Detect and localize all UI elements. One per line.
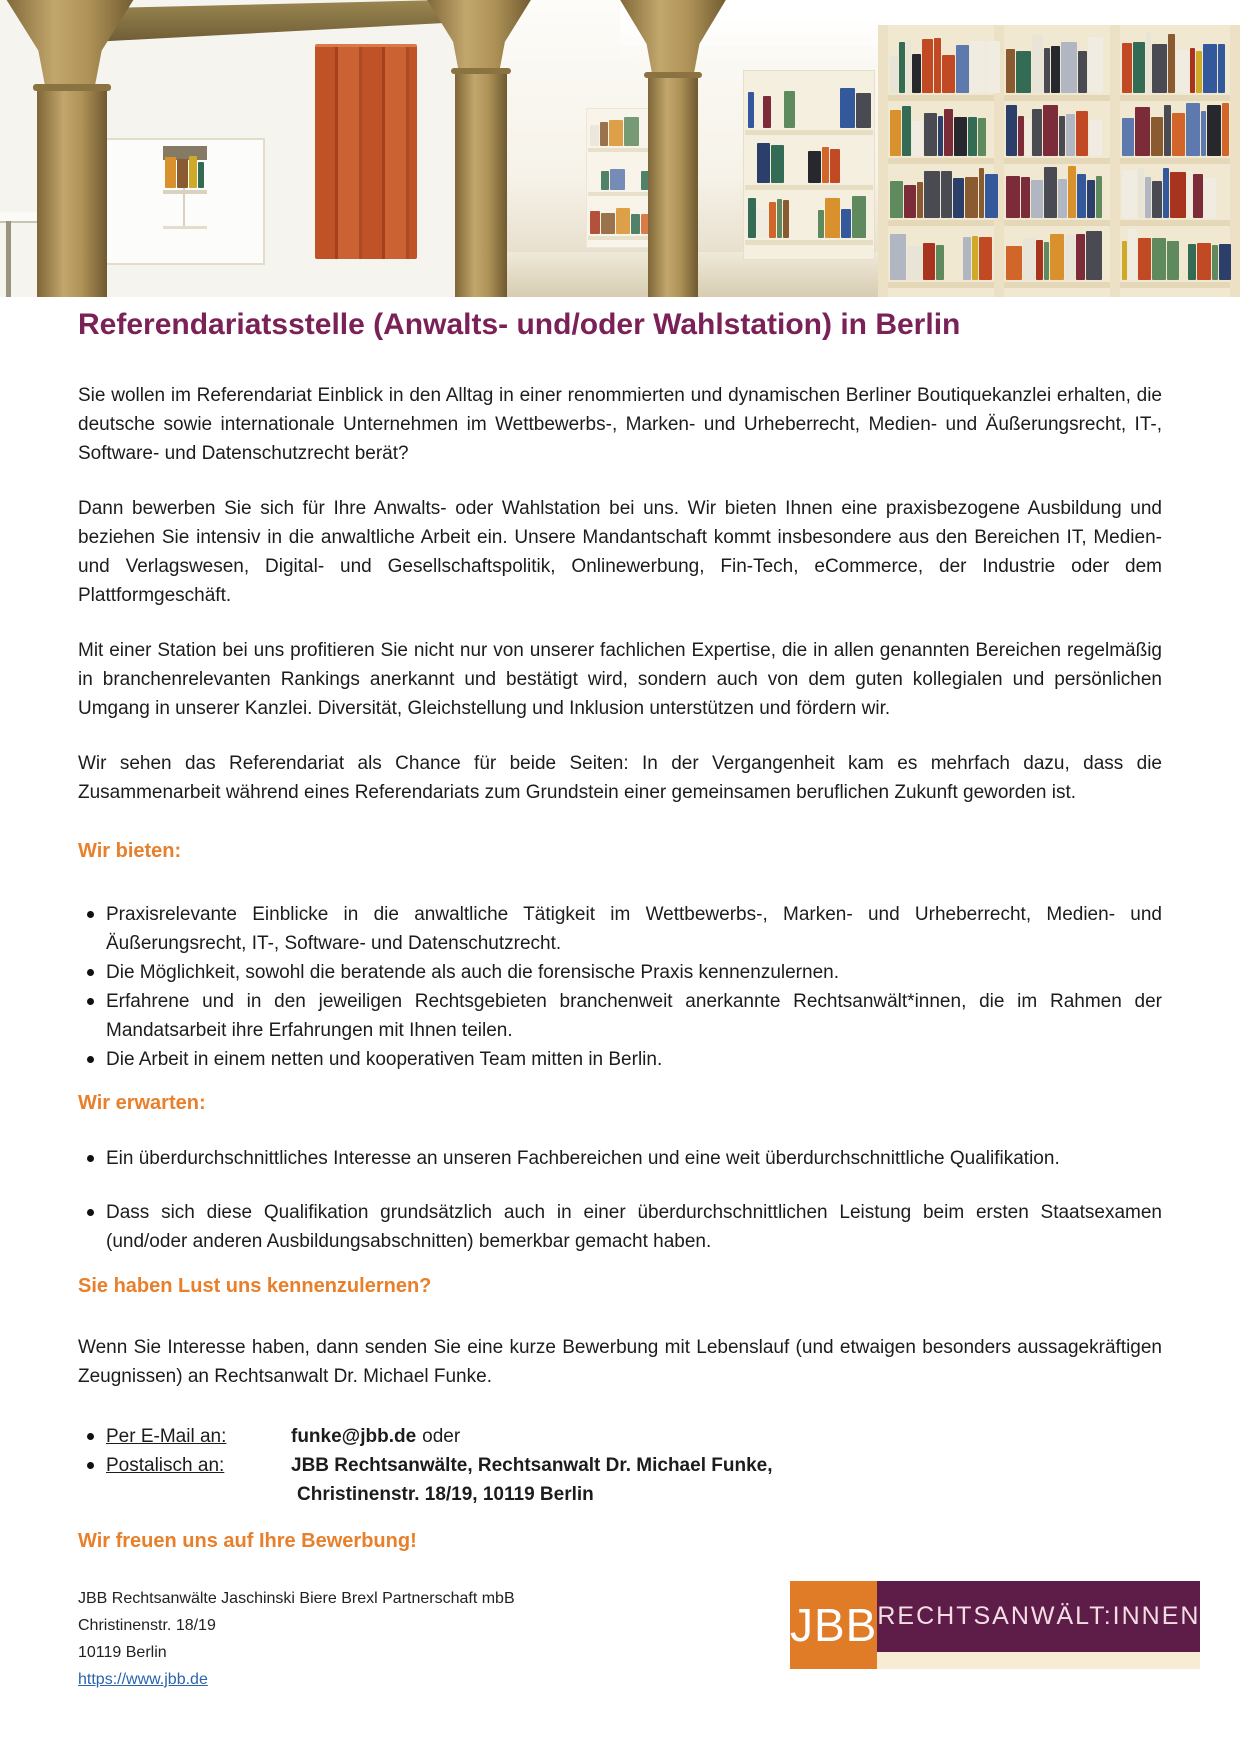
book-spine bbox=[1122, 43, 1132, 93]
shelf-upright bbox=[878, 25, 888, 297]
book-spine bbox=[1006, 176, 1020, 218]
book-spine bbox=[1152, 238, 1166, 280]
book-spine bbox=[1168, 34, 1175, 93]
intro-paragraph-3: Mit einer Station bei uns profitieren Sie nicht nur von unserer fachlichen Expertise, die in allen genannten Bereichen regelmäßig in branchenrelevanten Rankings anerkannt und bestätigt wird, sondern auch von dem guten kollegialen und persönlichen Umgang in unserer Kanzlei. Diversität, Gleichstellung und Inklusion unterstützen und fördern wir. bbox=[78, 640, 1162, 719]
book-spine bbox=[822, 147, 829, 183]
book-spine bbox=[1089, 120, 1102, 156]
book-spine bbox=[1218, 44, 1225, 93]
book-spine bbox=[769, 202, 776, 238]
column-shaft bbox=[648, 74, 698, 297]
shelf-board bbox=[588, 148, 656, 152]
book-spine bbox=[1018, 116, 1024, 156]
shelf-board bbox=[745, 130, 873, 135]
book-spine bbox=[840, 88, 855, 128]
book-spine bbox=[941, 171, 952, 218]
firm-address bbox=[78, 1585, 515, 1693]
list-item: Die Arbeit in einem netten und kooperativen Team mitten in Berlin. bbox=[78, 1045, 1162, 1074]
book-spine bbox=[771, 145, 784, 183]
book-spine bbox=[1203, 44, 1217, 93]
book-spine bbox=[912, 54, 921, 93]
book-spine bbox=[1066, 114, 1075, 156]
book-spine bbox=[1196, 51, 1202, 93]
book-spine bbox=[624, 117, 639, 146]
book-spine bbox=[972, 236, 978, 280]
book-spine bbox=[906, 40, 911, 93]
book-spine bbox=[944, 109, 953, 156]
book-spine bbox=[841, 209, 851, 238]
book-spine bbox=[601, 171, 609, 190]
book-spine bbox=[1219, 244, 1231, 280]
cabinet-shelf bbox=[163, 226, 207, 229]
book-spine bbox=[818, 210, 824, 238]
book-spine bbox=[757, 143, 770, 183]
shelf-upright bbox=[1110, 25, 1120, 297]
book-spine bbox=[1193, 174, 1203, 218]
apply-paragraph: Wenn Sie Interesse haben, dann senden Sie eine kurze Bewerbung mit Lebenslauf (und etwaigen besonders aussagekräftigen Zeugnissen) an Rechtsanwalt Dr. Michael Funke. bbox=[78, 1337, 1162, 1387]
book-spine bbox=[1050, 234, 1064, 280]
book-spine bbox=[748, 92, 754, 128]
book-spine bbox=[1135, 107, 1150, 156]
website-link[interactable]: https://www.jbb.de bbox=[78, 1671, 208, 1688]
jbb-logo-strip bbox=[877, 1652, 1200, 1669]
book-spine bbox=[1190, 48, 1195, 93]
book-spine bbox=[890, 234, 906, 280]
book-spine bbox=[600, 122, 608, 146]
book-spine bbox=[1138, 238, 1151, 280]
shelf-board bbox=[880, 158, 1240, 164]
contact-email-row bbox=[78, 1422, 1162, 1451]
shelf-upright bbox=[1230, 25, 1240, 297]
book-spine bbox=[1152, 181, 1162, 218]
book-spine bbox=[825, 198, 840, 238]
book-spine bbox=[963, 237, 971, 280]
shelf-board bbox=[588, 236, 656, 240]
jbb-logo bbox=[790, 1581, 1201, 1669]
header-photo bbox=[0, 0, 1240, 297]
book-spine bbox=[890, 181, 903, 218]
book-spine bbox=[1170, 172, 1186, 218]
book-spine bbox=[1197, 243, 1211, 280]
book-spine bbox=[763, 96, 771, 128]
book-spine bbox=[1087, 180, 1095, 218]
book-spine bbox=[1044, 48, 1050, 93]
column-ring bbox=[33, 84, 111, 91]
firm-name: JBB Rechtsanwälte Jaschinski Biere Brexl Partnerschaft mbB bbox=[78, 1590, 515, 1607]
orange-lockers bbox=[315, 44, 417, 259]
page-title: Referendariatsstelle (Anwalts- und/oder Wahlstation) in Berlin bbox=[78, 308, 961, 341]
book-spine bbox=[177, 159, 188, 188]
book-spine bbox=[1122, 241, 1127, 280]
book-spine bbox=[890, 56, 898, 93]
section-heading-expect: Wir erwarten: bbox=[78, 1092, 206, 1114]
book-spine bbox=[616, 208, 630, 234]
book-spine bbox=[1044, 242, 1049, 280]
book-spine bbox=[924, 113, 937, 156]
book-spine bbox=[1138, 168, 1144, 218]
column-shaft bbox=[455, 70, 507, 297]
list-item: Praxisrelevante Einblicke in die anwaltliche Tätigkeit im Wettbewerbs-, Marken- und Urheberrecht, Medien- und Äußerungsrecht, IT-, Software- und Datenschutzrecht. bbox=[78, 900, 1162, 958]
book-spine bbox=[936, 245, 944, 280]
book-spine bbox=[1078, 51, 1087, 93]
book-spine bbox=[1025, 119, 1031, 156]
book-spine bbox=[198, 162, 204, 188]
firm-street: Christinenstr. 18/19 bbox=[78, 1617, 216, 1634]
intro-paragraph-1: Sie wollen im Referendariat Einblick in den Alltag in einer renommierten und dynamischen Berliner Boutiquekanzlei erhalten, die deutsche sowie internationale Unternehmen im Wettbewerbs-, Marken- und Urheberrecht, Medien- und Äußerungsrecht, IT-, Software- und Datenschutzrecht berät? bbox=[78, 385, 1162, 464]
section-heading-offer: Wir bieten: bbox=[78, 840, 182, 862]
book-spine bbox=[856, 93, 871, 128]
book-spine bbox=[1152, 44, 1167, 93]
book-spine bbox=[904, 185, 916, 218]
book-spine bbox=[1145, 177, 1151, 218]
document-body bbox=[0, 305, 1240, 1693]
closing-line: Wir freuen uns auf Ihre Bewerbung! bbox=[78, 1530, 417, 1552]
book-spine bbox=[1122, 170, 1137, 218]
book-spine bbox=[1163, 168, 1169, 218]
shelf-board bbox=[880, 282, 1240, 288]
jbb-logo-wordmark: RECHTSANWÄLT:INNEN bbox=[877, 1581, 1200, 1652]
jbb-logo-right bbox=[877, 1581, 1200, 1669]
email-address: funke@jbb.de bbox=[291, 1426, 417, 1447]
book-spine bbox=[1222, 103, 1229, 156]
book-spine bbox=[748, 198, 756, 238]
book-spine bbox=[1032, 109, 1042, 156]
book-spine bbox=[1051, 46, 1060, 93]
postal-label: Postalisch an: bbox=[106, 1455, 225, 1476]
book-spine bbox=[922, 39, 933, 93]
book-spine bbox=[954, 117, 967, 156]
list-item: Erfahrene und in den jeweiligen Rechtsgebieten branchenweit anerkannte Rechtsanwält*innen, die im Rahmen der Mandatsarbeit ihre Erfahrungen mit Ihnen teilen. bbox=[78, 987, 1162, 1045]
book-spine bbox=[924, 171, 940, 218]
book-spine bbox=[590, 125, 599, 146]
book-spine bbox=[610, 169, 625, 190]
firm-city: 10119 Berlin bbox=[78, 1644, 167, 1661]
offer-list bbox=[78, 900, 1162, 1074]
book-spine bbox=[1006, 246, 1022, 280]
book-spine bbox=[1021, 177, 1030, 218]
book-spine bbox=[965, 177, 978, 218]
list-item: Die Möglichkeit, sowohl die beratende als auch die forensische Praxis kennenzulernen. bbox=[78, 958, 1162, 987]
cabinet-shelf bbox=[163, 190, 207, 194]
list-item: Ein überdurchschnittliches Interesse an unseren Fachbereichen und eine weit überdurchschnittliche Qualifikation. bbox=[78, 1144, 1162, 1173]
book-spine bbox=[985, 174, 998, 218]
intro-paragraph-4: Wir sehen das Referendariat als Chance für beide Seiten: In der Vergangenheit kam es mehrfach dazu, dass die Zusammenarbeit während eines Referendariats zum Grundstein einer gemeinsamen beruflichen Zukunft geworden ist. bbox=[78, 753, 1162, 803]
book-spine bbox=[757, 209, 768, 238]
book-spine bbox=[1036, 240, 1043, 280]
book-spine bbox=[938, 116, 943, 156]
shelf-board bbox=[745, 240, 873, 245]
postal-address-line2: Christinenstr. 18/19, 10119 Berlin bbox=[297, 1484, 594, 1505]
book-spine bbox=[890, 110, 901, 156]
book-spine bbox=[1077, 174, 1086, 218]
shelf-board bbox=[880, 220, 1240, 226]
book-spine bbox=[1096, 176, 1102, 218]
book-spine bbox=[1172, 113, 1185, 156]
book-spine bbox=[1128, 229, 1137, 280]
book-spine bbox=[942, 55, 955, 93]
book-spine bbox=[1059, 116, 1065, 156]
book-spine bbox=[1146, 32, 1151, 93]
book-spine bbox=[1133, 42, 1145, 93]
shelf-board bbox=[588, 192, 656, 196]
book-spine bbox=[852, 196, 866, 238]
book-spine bbox=[1023, 238, 1035, 280]
book-spine bbox=[970, 41, 985, 93]
book-spine bbox=[953, 178, 964, 218]
book-spine bbox=[979, 237, 992, 280]
book-spine bbox=[1188, 244, 1196, 280]
book-spine bbox=[1061, 42, 1077, 93]
book-spine bbox=[1176, 50, 1189, 93]
book-spine bbox=[1006, 105, 1017, 156]
book-spine bbox=[923, 243, 935, 280]
book-spine bbox=[1076, 234, 1085, 280]
book-spine bbox=[1167, 241, 1179, 280]
book-spine bbox=[1207, 105, 1221, 156]
book-spine bbox=[1058, 179, 1067, 218]
jbb-logo-monogram: JBB bbox=[790, 1581, 877, 1669]
column-shaft bbox=[37, 86, 107, 297]
page-footer bbox=[78, 1585, 1201, 1693]
book-spine bbox=[968, 117, 977, 156]
book-spine bbox=[986, 41, 1000, 93]
section-heading-meet: Sie haben Lust uns kennenzulernen? bbox=[78, 1275, 432, 1297]
book-spine bbox=[907, 246, 922, 280]
book-spine bbox=[1068, 166, 1076, 218]
book-spine bbox=[917, 182, 923, 218]
book-spine bbox=[808, 151, 821, 183]
book-spine bbox=[189, 156, 197, 188]
book-spine bbox=[1187, 171, 1192, 218]
book-spine bbox=[609, 120, 623, 146]
book-spine bbox=[1065, 235, 1075, 280]
shelf-board bbox=[745, 185, 873, 190]
book-spine bbox=[777, 199, 782, 238]
book-spine bbox=[1204, 178, 1216, 218]
book-spine bbox=[956, 45, 969, 93]
book-spine bbox=[784, 91, 795, 128]
book-spine bbox=[1201, 111, 1206, 156]
shelf-board bbox=[880, 95, 1240, 101]
book-spine bbox=[1186, 103, 1200, 156]
book-spine bbox=[1212, 245, 1218, 280]
postal-address-line1: JBB Rechtsanwälte, Rechtsanwalt Dr. Michael Funke, bbox=[291, 1455, 773, 1476]
column-ring bbox=[451, 68, 511, 74]
book-spine bbox=[1151, 117, 1163, 156]
book-spine bbox=[830, 149, 840, 183]
book-spine bbox=[631, 214, 640, 234]
book-spine bbox=[979, 168, 984, 218]
list-item: Dass sich diese Qualifikation grundsätzlich auch in einer überdurchschnittlichen Leistung beim ersten Staatsexamen (und/oder anderen Ausbildungsabschnitten) bemerkbar gemacht haben. bbox=[78, 1198, 1162, 1256]
book-spine bbox=[912, 121, 923, 156]
book-spine bbox=[165, 157, 176, 188]
intro-paragraph-2: Dann bewerben Sie sich für Ihre Anwalts- oder Wahlstation bei uns. Wir bieten Ihnen eine praxisbezogene Ausbildung und beziehen Sie intensiv in die anwaltliche Arbeit ein. Unsere Mandantschaft kommt insbesondere aus den Bereichen IT, Medien- und Verlagswesen, Digital- und Gesellschaftspolitik, Onlinewerbung, Fin-Tech, eCommerce, der Industrie oder dem Plattformgeschäft. bbox=[78, 498, 1162, 606]
contact-postal-row bbox=[78, 1451, 1162, 1509]
table-leg bbox=[6, 221, 11, 297]
column-ring bbox=[644, 72, 702, 78]
book-spine bbox=[1164, 105, 1171, 156]
book-spine bbox=[1031, 180, 1043, 218]
book-spine bbox=[1122, 118, 1134, 156]
book-spine bbox=[1086, 231, 1102, 280]
expect-list bbox=[78, 1144, 1162, 1256]
book-spine bbox=[1076, 111, 1088, 156]
email-suffix: oder bbox=[422, 1426, 461, 1447]
book-spine bbox=[1032, 35, 1043, 93]
email-label: Per E-Mail an: bbox=[106, 1426, 227, 1447]
book-spine bbox=[590, 211, 600, 234]
book-spine bbox=[601, 213, 615, 234]
contact-list bbox=[78, 1422, 1162, 1509]
book-spine bbox=[1043, 105, 1058, 156]
book-spine bbox=[1044, 167, 1057, 218]
book-spine bbox=[902, 106, 911, 156]
book-spine bbox=[1016, 51, 1031, 93]
book-spine bbox=[899, 42, 905, 93]
book-spine bbox=[1088, 37, 1103, 93]
book-spine bbox=[783, 200, 789, 238]
book-spine bbox=[934, 38, 941, 93]
book-spine bbox=[1006, 49, 1015, 93]
book-spine bbox=[978, 118, 986, 156]
